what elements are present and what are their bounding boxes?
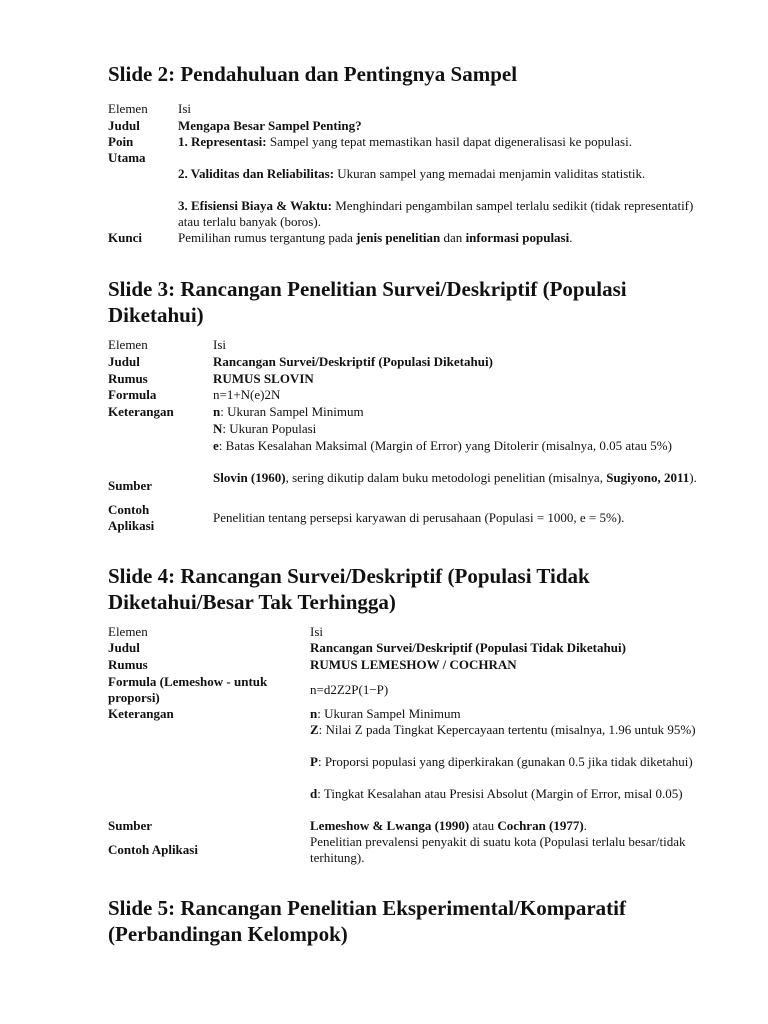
ket-z [310,722,700,738]
sumber-bold-2: Cochran (1977) [497,818,584,833]
row-key-poin: Poin [108,134,134,149]
sumber-bold-1: Lemeshow & Lwanga (1990) [310,818,470,833]
row-key-formula: Formula (Lemeshow - untuk proporsi) [108,674,268,705]
ket-p-symbol: P [310,754,318,769]
sumber-bold-2: Sugiyono, 2011 [606,470,690,485]
ket-z-symbol: Z [310,722,319,737]
row-key-kunci: Kunci [108,230,142,245]
ket-n [310,706,700,722]
row-value-judul: Mengapa Besar Sampel Penting? [178,118,362,133]
ket-p [310,754,700,770]
ket-n [213,404,703,420]
row-key-contoh: Contoh [108,502,150,517]
sumber-text-1: , sering dikutip dalam buku metodologi penelitian (misalnya, [285,470,607,485]
col-isi-header: Isi [178,101,191,116]
ket-e-symbol: e [213,438,219,453]
poin-3-label: 3. Efisiensi Biaya & Waktu: [178,198,332,213]
sumber-text-2: . [583,818,587,833]
ket-n-symbol: n [310,706,318,721]
poin-1-text: Sampel yang tepat memastikan hasil dapat digeneralisasi ke populasi. [266,134,632,149]
kunci-bold-1: jenis penelitian [356,230,441,245]
ket-n-text: : Ukuran Sampel Minimum [220,404,364,419]
row-key-contoh-aplikasi [108,502,208,534]
ket-p-text: : Proporsi populasi yang diperkirakan (gunakan 0.5 jika tidak diketahui) [317,754,693,769]
row-value-kunci [178,230,698,246]
poin-3-text: Menghindari pengambilan sampel terlalu sedikit (tidak representatif) atau terlalu banyak (boros). [178,198,694,229]
slide-2-heading: Slide 2: Pendahuluan dan Pentingnya Sampel [108,62,518,86]
row-key-sumber: Sumber [108,818,153,833]
row-key-rumus: Rumus [108,657,148,672]
row-key-poin-utama [108,134,174,166]
col-isi-header: Isi [310,624,323,639]
col-elemen-header: Elemen [108,101,148,116]
row-value-formula: n=d2Z2P(1−P) [310,682,389,697]
row-value-contoh: Penelitian tentang persepsi karyawan di perusahaan (Populasi = 1000, e = 5%). [213,510,625,525]
row-value-poin-3 [178,198,698,230]
kunci-text-2: dan [440,230,466,245]
ket-e [213,438,703,454]
col-isi-header: Isi [213,337,226,352]
poin-2-text: Ukuran sampel yang memadai menjamin validitas statistik. [334,166,646,181]
sumber-text-2: ). [689,470,697,485]
row-key-utama: Utama [108,150,146,165]
ket-d [310,786,700,802]
ket-N [213,421,703,437]
row-key-formula: Formula [108,387,157,402]
row-value-formula: n=1+N(e)2N [213,387,281,402]
ket-z-text: : Nilai Z pada Tingkat Kepercayaan tertentu (misalnya, 1.96 untuk 95%) [318,722,696,737]
row-key-judul: Judul [108,640,140,655]
row-key-rumus: Rumus [108,371,148,386]
row-value-poin-1 [178,134,698,150]
row-key-keterangan: Keterangan [108,706,174,721]
ket-e-text: : Batas Kesalahan Maksimal (Margin of Error) yang Ditolerir (misalnya, 0.05 atau 5%) [218,438,672,453]
row-value-sumber [310,818,700,834]
row-key-sumber: Sumber [108,478,153,493]
poin-2-label: 2. Validitas dan Reliabilitas: [178,166,335,181]
row-key-keterangan: Keterangan [108,404,174,419]
col-elemen-header: Elemen [108,337,148,352]
row-value-contoh: Penelitian prevalensi penyakit di suatu kota (Populasi terlalu besar/tidak terhitung). [310,834,686,865]
ket-N-text: : Ukuran Populasi [222,421,317,436]
row-value-judul: Rancangan Survei/Deskriptif (Populasi Tidak Diketahui) [310,640,626,655]
col-elemen-header: Elemen [108,624,148,639]
ket-d-text: : Tingkat Kesalahan atau Presisi Absolut (Margin of Error, misal 0.05) [317,786,683,801]
ket-n-symbol: n [213,404,221,419]
ket-d-symbol: d [310,786,318,801]
row-value-sumber [213,470,703,486]
row-value-poin-2 [178,166,698,182]
sumber-bold-1: Slovin (1960) [213,470,286,485]
slide-5-heading: Slide 5: Rancangan Penelitian Eksperimental/Komparatif (Perbandingan Kelompok) [108,896,627,946]
row-value-judul: Rancangan Survei/Deskriptif (Populasi Diketahui) [213,354,493,369]
row-key-judul: Judul [108,354,140,369]
slide-3-heading: Slide 3: Rancangan Penelitian Survei/Deskriptif (Populasi Diketahui) [108,277,627,327]
sumber-text-1: atau [469,818,498,833]
poin-1-label: 1. Representasi: [178,134,267,149]
row-key-judul: Judul [108,118,140,133]
ket-N-symbol: N [213,421,223,436]
row-key-contoh-aplikasi: Contoh Aplikasi [108,842,198,857]
kunci-text-3: . [569,230,573,245]
row-value-rumus: RUMUS SLOVIN [213,371,314,386]
row-key-aplikasi: Aplikasi [108,518,155,533]
kunci-text-1: Pemilihan rumus tergantung pada [178,230,357,245]
kunci-bold-2: informasi populasi [465,230,570,245]
row-value-rumus: RUMUS LEMESHOW / COCHRAN [310,657,517,672]
slide-4-heading: Slide 4: Rancangan Survei/Deskriptif (Populasi Tidak Diketahui/Besar Tak Terhingga) [108,564,590,614]
ket-n-text: : Ukuran Sampel Minimum [317,706,461,721]
